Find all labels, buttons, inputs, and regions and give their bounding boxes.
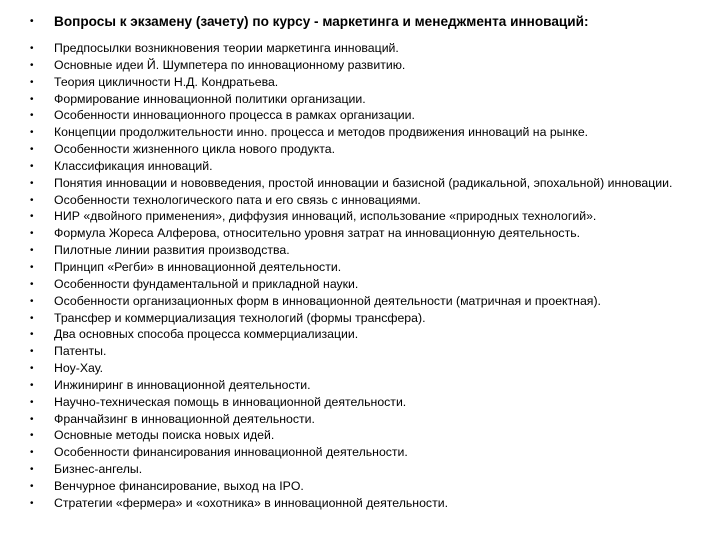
bullet: • <box>30 363 34 375</box>
list-item <box>0 194 720 208</box>
list-item-text: Классификация инноваций. <box>54 158 213 173</box>
bullet: • <box>30 59 34 71</box>
list-item-text: Формирование инновационной политики организации. <box>54 91 366 106</box>
bullet: • <box>30 379 34 391</box>
list-item <box>0 160 720 174</box>
list-item <box>0 227 720 241</box>
list-item-text: Основные методы поиска новых идей. <box>54 428 275 443</box>
bullet: • <box>30 480 34 492</box>
bullet: • <box>30 278 34 290</box>
bullet: • <box>30 447 34 459</box>
list-item <box>0 345 720 359</box>
list-item <box>0 312 720 326</box>
bullet: • <box>30 76 34 88</box>
bullet: • <box>30 43 34 54</box>
bullet: • <box>30 177 34 189</box>
bullet: • <box>30 329 34 341</box>
list-item-text: НИР «двойного применения», диффузия инноваций, использование «природных технологий». <box>54 209 597 224</box>
bullet: • <box>30 93 34 105</box>
list-item-text: Основные идеи Й. Шумпетера по инновационному развитию. <box>54 57 406 72</box>
bullet: • <box>30 464 34 476</box>
bullet: • <box>30 144 34 156</box>
bullet: • <box>30 396 34 408</box>
bullet: • <box>30 430 34 442</box>
bullet: • <box>30 127 34 139</box>
list-item <box>0 244 720 258</box>
list-item-text: Теория цикличности Н.Д. Кондратьева. <box>54 74 279 89</box>
list-item <box>0 76 720 90</box>
list-item <box>0 396 720 410</box>
list-item-text: Особенности финансирования инновационной деятельности. <box>54 445 408 460</box>
list-item <box>0 126 720 140</box>
list-item-text: Особенности инновационного процесса в рамках организации. <box>54 108 415 123</box>
list-item-text: Принцип «Регби» в инновационной деятельности. <box>54 259 342 274</box>
list-item <box>0 93 720 107</box>
list-item <box>0 446 720 460</box>
list-item-text: Научно-техническая помощь в инновационной деятельности. <box>54 394 407 409</box>
bullet: • <box>30 261 34 273</box>
bullet: • <box>30 211 34 223</box>
list-item <box>0 278 720 292</box>
list-item <box>0 143 720 157</box>
bullet: • <box>30 245 34 257</box>
list-item <box>0 59 720 73</box>
bullet: • <box>30 228 34 240</box>
bullet: • <box>30 312 34 324</box>
bullet: • <box>30 110 34 122</box>
list-item-text: Патенты. <box>54 344 107 359</box>
bullet: • <box>30 16 34 27</box>
list-item-text: Ноу-Хау. <box>54 361 104 376</box>
list-item <box>0 177 720 191</box>
list-item-text: Венчурное финансирование, выход на IPO. <box>54 478 304 493</box>
list-item <box>0 210 720 224</box>
list-item-text: Инжиниринг в инновационной деятельности. <box>54 377 311 392</box>
list-item <box>0 109 720 123</box>
bullet: • <box>30 346 34 358</box>
list-item <box>0 463 720 477</box>
list-item <box>0 480 720 494</box>
list-item-text: Два основных способа процесса коммерциализации. <box>54 327 359 342</box>
bullet: • <box>30 497 34 509</box>
list-item-text: Формула Жореса Алферова, относительно уровня затрат на инновационную деятельность. <box>54 226 581 241</box>
list-item <box>0 42 720 56</box>
list-item-text: Трансфер и коммерциализация технологий (формы трансфера). <box>54 310 426 325</box>
list-item-text: Концепции продолжительности инно. процесса и методов продвижения инноваций на рынке. <box>54 125 589 140</box>
list-item-text: Особенности жизненного цикла нового продукта. <box>54 142 336 157</box>
list-item-text: Предпосылки возникновения теории маркетинга инноваций. <box>54 41 399 55</box>
list-item <box>0 261 720 275</box>
list-item <box>0 362 720 376</box>
bullet: • <box>30 413 34 425</box>
list-item-text: Стратегии «фермера» и «охотника» в инновационной деятельности. <box>54 495 448 510</box>
list-item-text: Франчайзинг в инновационной деятельности. <box>54 411 315 426</box>
list-item <box>0 328 720 342</box>
list-item-text: Пилотные линии развития производства. <box>54 243 290 258</box>
list-item-text: Особенности фундаментальной и прикладной науки. <box>54 276 359 291</box>
bullet: • <box>30 160 34 172</box>
bullet: • <box>30 194 34 206</box>
list-item-text: Особенности технологического пата и его связь с инновациями. <box>54 192 421 207</box>
list-item <box>0 413 720 427</box>
bullet: • <box>30 295 34 307</box>
question-list <box>0 14 720 514</box>
list-item <box>0 429 720 443</box>
list-item <box>0 379 720 393</box>
document-title: Вопросы к экзамену (зачету) по курсу - маркетинга и менеджмента инноваций: <box>54 14 589 29</box>
list-title <box>0 14 720 30</box>
list-item <box>0 497 720 511</box>
list-item-text: Бизнес-ангелы. <box>54 462 143 477</box>
list-item-text: Особенности организационных форм в инновационной деятельности (матричная и проектная). <box>54 293 601 308</box>
list-item-text: Понятия инновации и нововведения, простой инновации и базисной (радикальной, эпохальной) инновации. <box>54 175 673 190</box>
list-item <box>0 295 720 309</box>
